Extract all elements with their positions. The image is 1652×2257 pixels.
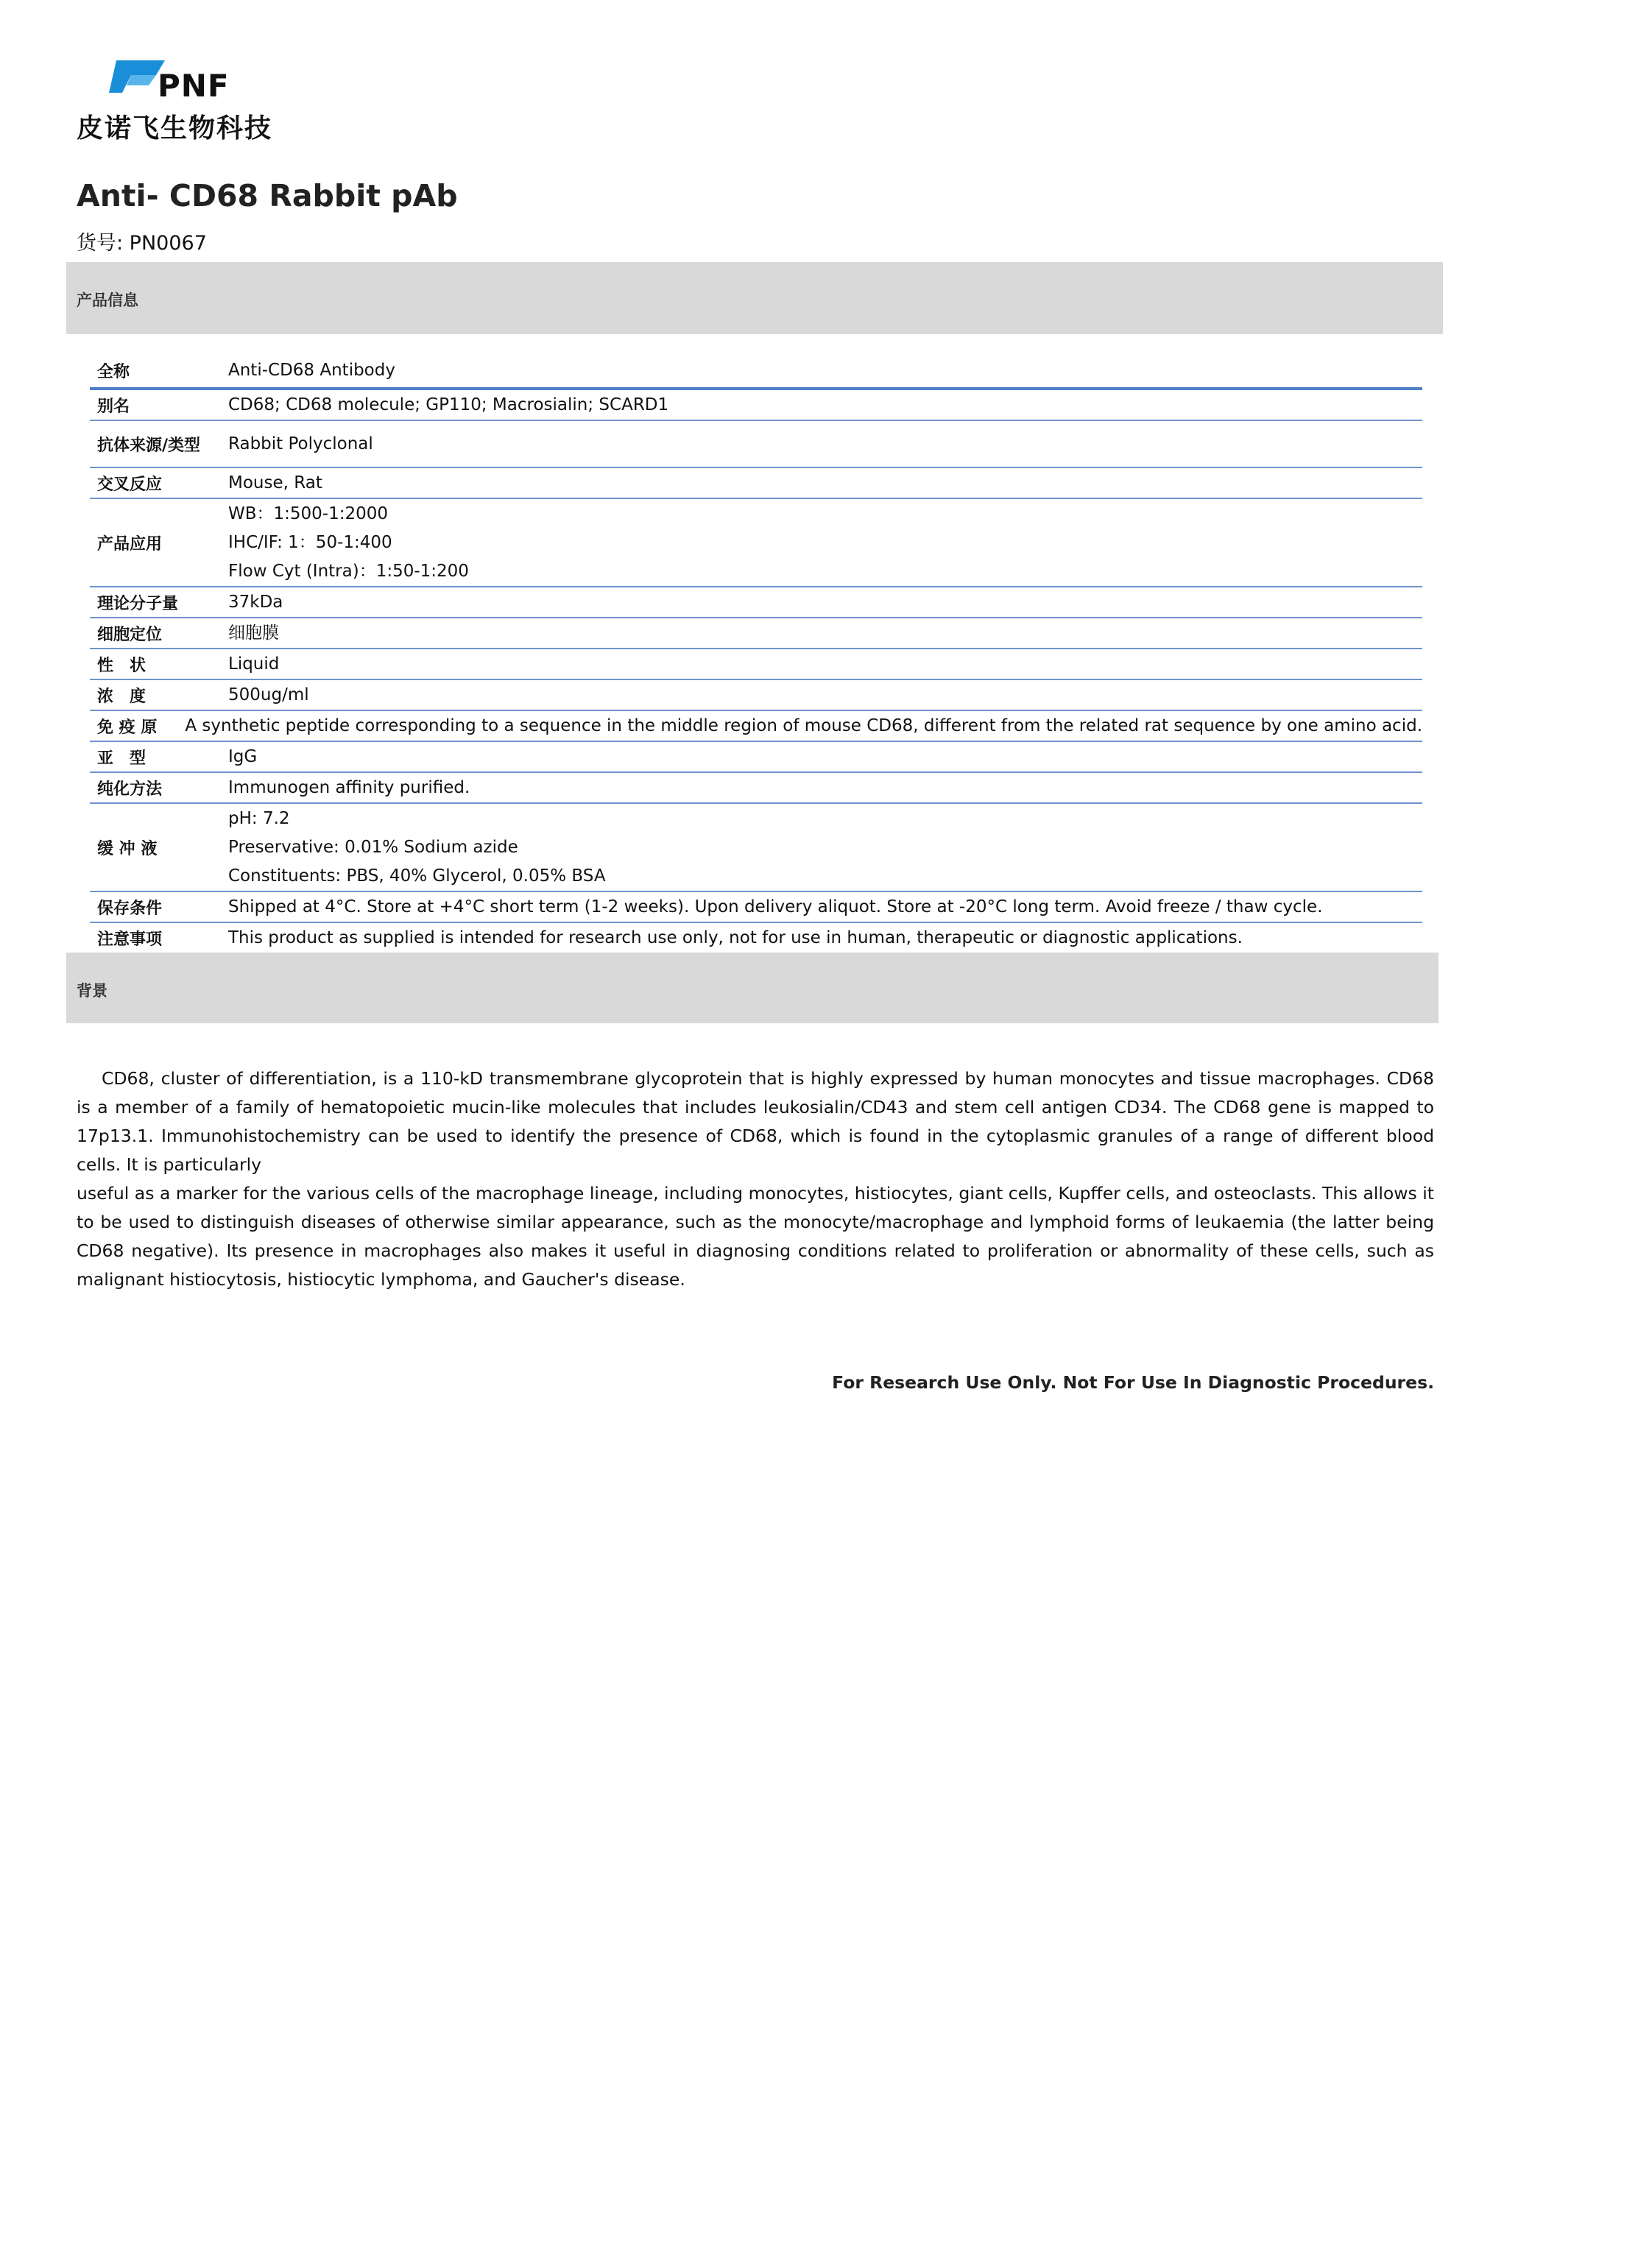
info-label: 保存条件 bbox=[97, 899, 163, 918]
info-row-form bbox=[90, 649, 1422, 680]
product-info-table bbox=[90, 353, 1422, 953]
info-row-location bbox=[90, 618, 1422, 649]
info-row-notes bbox=[90, 923, 1422, 953]
product-title: Anti- CD68 Rabbit pAb bbox=[77, 178, 458, 213]
info-row-immunogen bbox=[90, 711, 1422, 742]
info-label: 注意事项 bbox=[97, 930, 163, 949]
info-value: Immunogen affinity purified. bbox=[228, 777, 470, 797]
info-label: 纯化方法 bbox=[97, 780, 163, 799]
info-row-full-name bbox=[90, 353, 1422, 390]
info-value: 细胞膜 bbox=[228, 623, 279, 643]
info-row-isotype bbox=[90, 742, 1422, 773]
info-label: 产品应用 bbox=[97, 534, 163, 554]
info-row-alias bbox=[90, 390, 1422, 421]
catalog-number: 货号: PN0067 bbox=[77, 232, 207, 255]
info-row-molecular-weight bbox=[90, 587, 1422, 618]
info-label: 细胞定位 bbox=[97, 625, 163, 644]
info-label: 交叉反应 bbox=[97, 475, 163, 494]
info-value: Mouse, Rat bbox=[228, 473, 322, 492]
info-label: 浓 度 bbox=[97, 687, 147, 706]
info-value: Rabbit Polyclonal bbox=[228, 434, 373, 453]
info-value: Liquid bbox=[228, 654, 280, 674]
logo-company-name: 皮诺飞生物科技 bbox=[77, 113, 273, 144]
logo-brand-text: PNF bbox=[158, 68, 230, 104]
research-use-note: For Research Use Only. Not For Use In Diagnostic Procedures. bbox=[832, 1372, 1434, 1393]
info-row-concentration bbox=[90, 680, 1422, 711]
info-value: A synthetic peptide corresponding to a sequence in the middle region of mouse CD68, different from the related rat sequence by one amino acid. bbox=[185, 716, 1422, 735]
info-value: pH: 7.2 Preservative: 0.01% Sodium azide Constituents: PBS, 40% Glycerol, 0.05% BSA bbox=[228, 808, 606, 886]
info-value: Anti-CD68 Antibody bbox=[228, 360, 395, 380]
info-value: CD68; CD68 molecule; GP110; Macrosialin; SCARD1 bbox=[228, 395, 669, 414]
info-value: This product as supplied is intended for research use only, not for use in human, therapeutic or diagnostic applications. bbox=[228, 928, 1243, 947]
product-info-header-label: 产品信息 bbox=[77, 292, 138, 309]
info-row-purification bbox=[90, 773, 1422, 804]
background-section-header bbox=[66, 953, 1439, 1023]
info-row-host-type bbox=[90, 421, 1422, 468]
info-value: 37kDa bbox=[228, 592, 283, 612]
info-value: IgG bbox=[228, 746, 258, 766]
info-value: 500ug/ml bbox=[228, 685, 309, 704]
info-label: 别名 bbox=[97, 397, 130, 416]
info-value: Shipped at 4°C. Store at +4°C short term (1-2 weeks). Upon delivery aliquot. Store at -20°C long term. Avoid freeze / thaw cycle. bbox=[228, 897, 1323, 916]
info-row-buffer bbox=[90, 804, 1422, 892]
product-info-section-header bbox=[66, 262, 1443, 334]
background-paragraph-1: CD68, cluster of differentiation, is a 110-kD transmembrane glycoprotein that is highly expressed by human monocytes and tissue macrophages. CD68 is a member of a family of hematopoietic mucin-like molecules that includes leukosialin/CD43 and stem cell antigen CD34. The CD68 gene is mapped to 17p13.1. Immunohistochemistry can be used to identify the presence of CD68, which is found in the cytoplasmic granules of a range of different blood cells. It is particularly bbox=[77, 1068, 1434, 1175]
info-label: 理论分子量 bbox=[97, 594, 179, 613]
info-label: 免 疫 原 bbox=[97, 718, 158, 737]
info-label: 全称 bbox=[97, 362, 130, 381]
info-label: 性 状 bbox=[97, 656, 147, 675]
info-row-application bbox=[90, 499, 1422, 587]
info-row-storage bbox=[90, 892, 1422, 923]
info-value: WB：1:500-1:2000 IHC/IF: 1：50-1:400 Flow Cyt (Intra)：1:50-1:200 bbox=[228, 504, 469, 581]
background-header-label: 背景 bbox=[77, 982, 107, 1000]
info-label: 亚 型 bbox=[97, 749, 147, 768]
background-paragraph-2: useful as a marker for the various cells of the macrophage lineage, including monocytes, histiocytes, giant cells, Kupffer cells, and osteoclasts. This allows it to be used to distinguish diseases of otherwise similar appearance, such as the monocyte/macrophage and lymphoid forms of leukaemia (the latter being CD68 negative). Its presence in macrophages also makes it useful in diagnosing conditions related to proliferation or abnormality of these cells, such as malignant histiocytosis, histiocytic lymphoma, and Gaucher's disease. bbox=[77, 1183, 1434, 1290]
info-label: 缓 冲 液 bbox=[97, 839, 158, 858]
info-row-reactivity bbox=[90, 468, 1422, 499]
info-label: 抗体来源/类型 bbox=[97, 436, 201, 455]
company-logo bbox=[77, 59, 297, 147]
